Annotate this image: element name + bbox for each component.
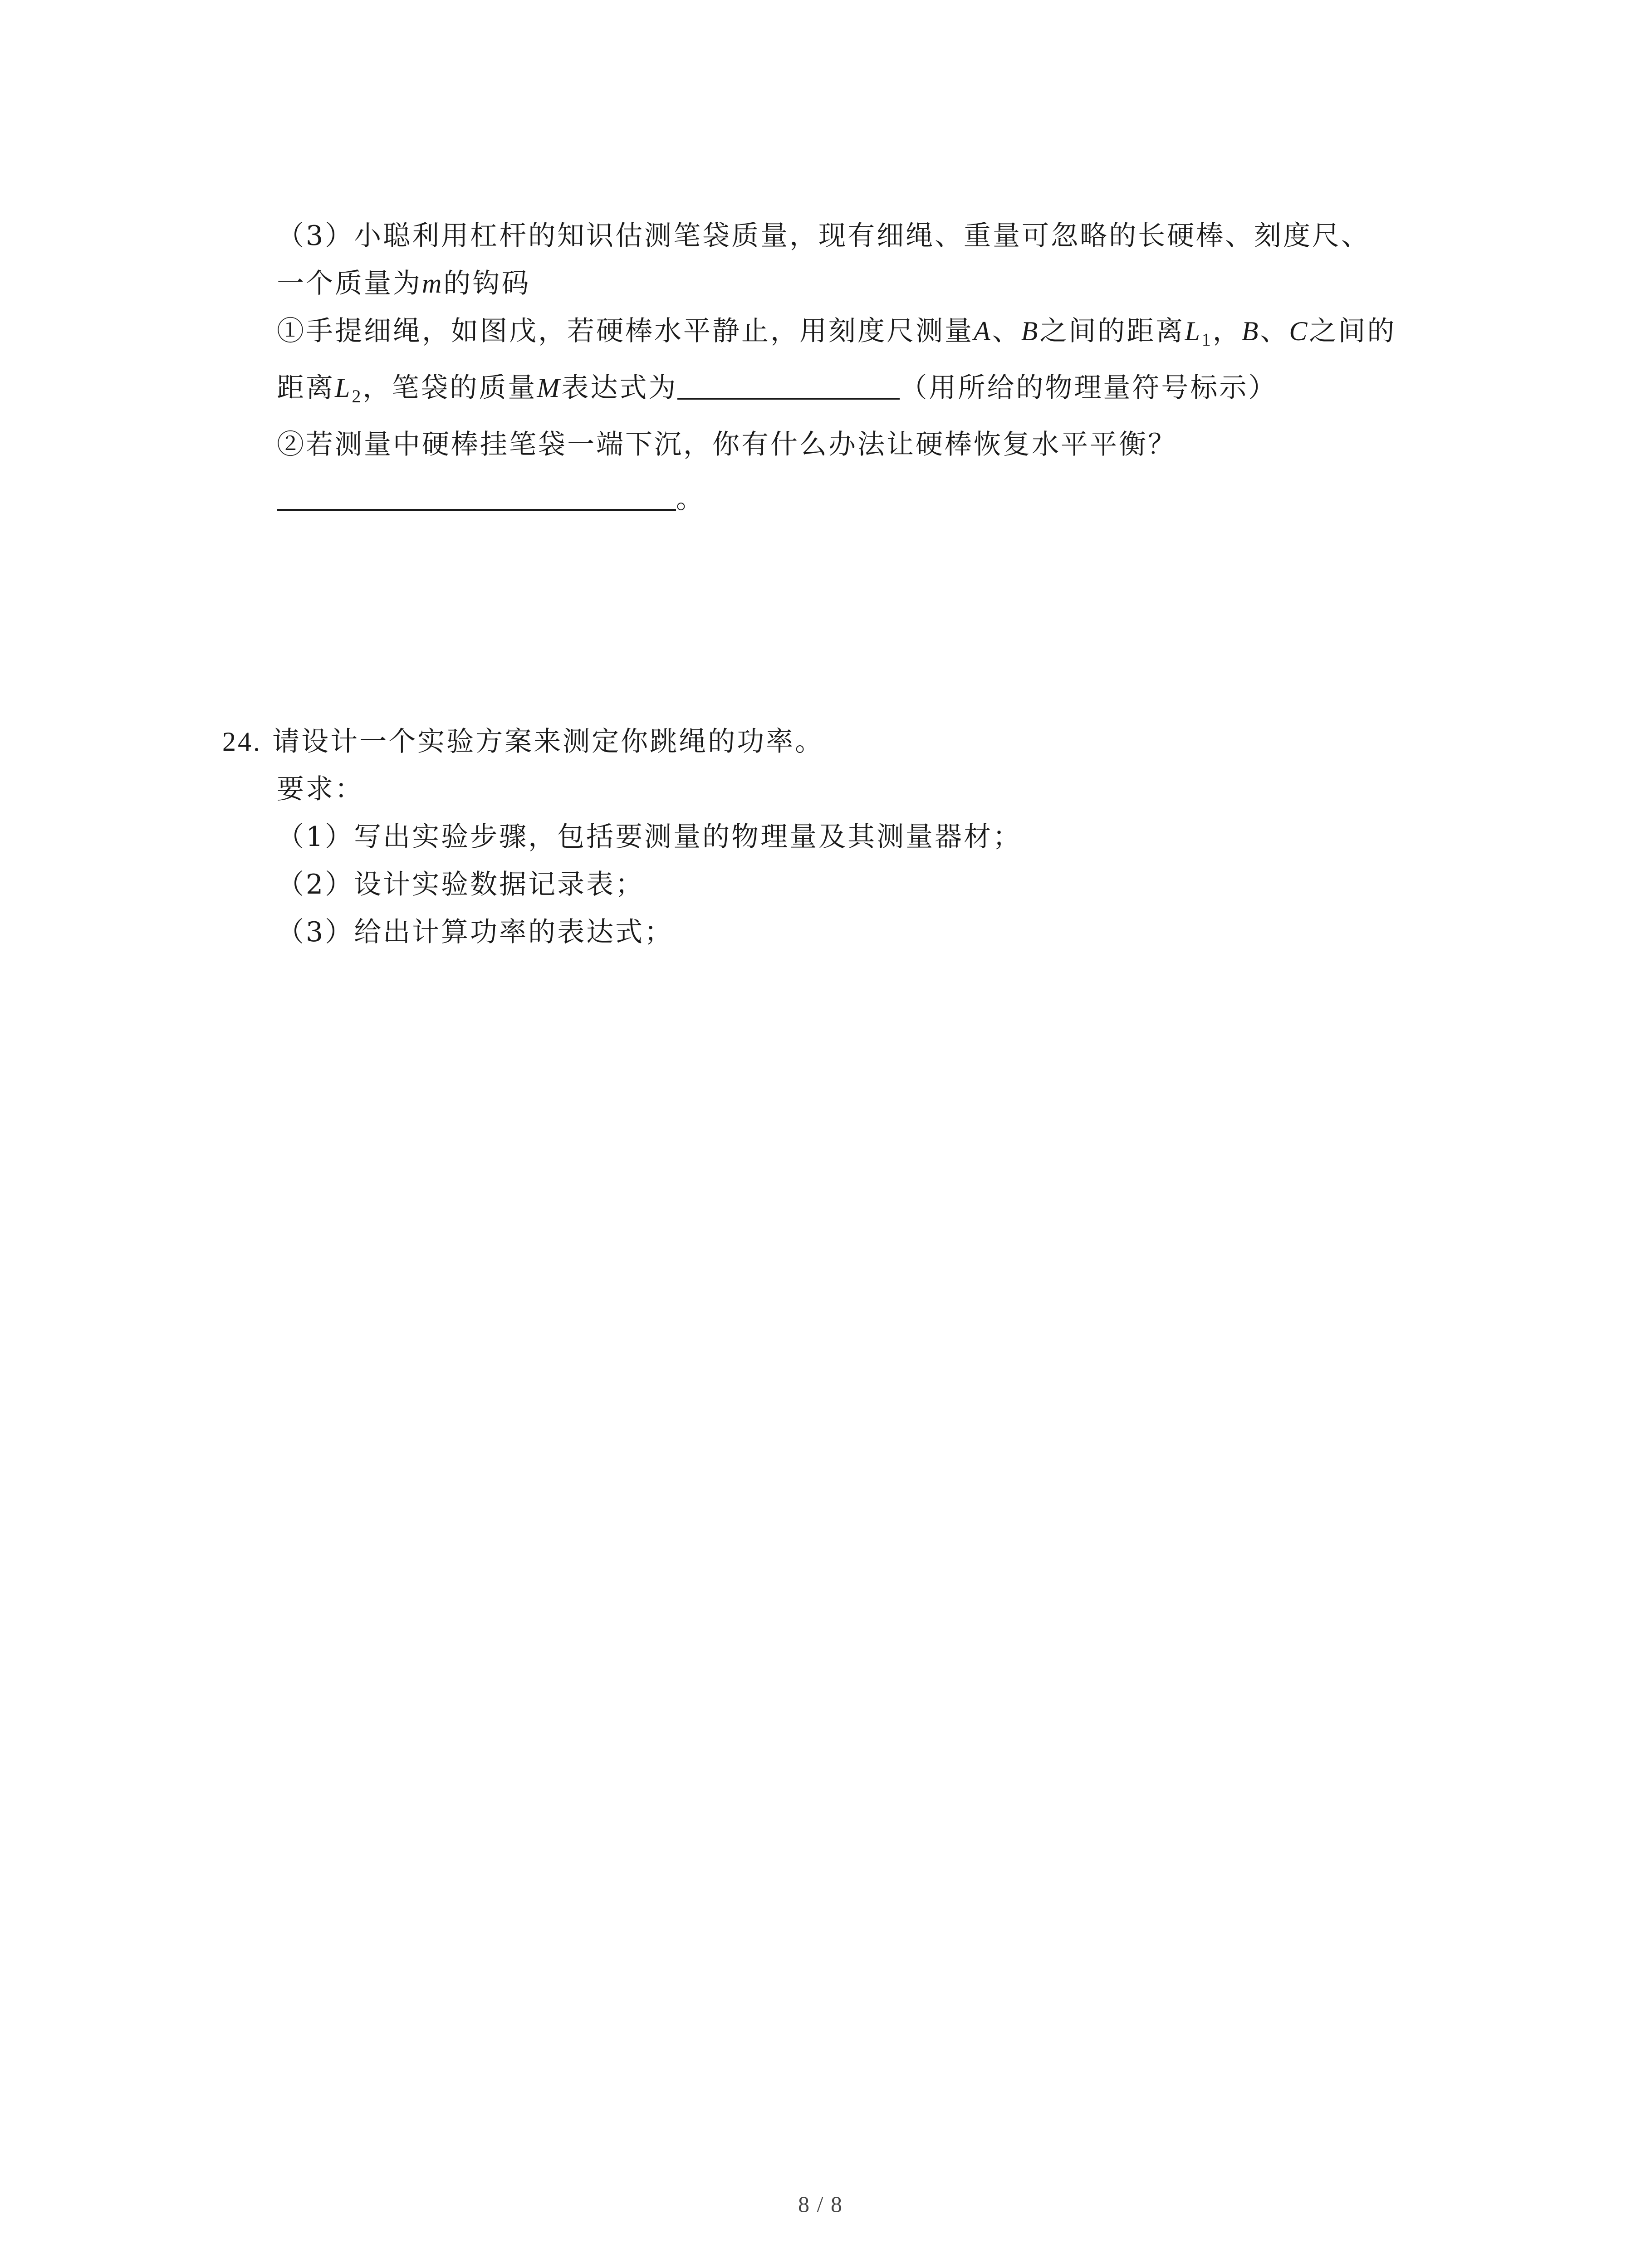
var-L2-letter: L bbox=[335, 373, 352, 403]
var-M: M bbox=[537, 373, 562, 403]
q24-requirement bbox=[277, 771, 364, 807]
var-L1 bbox=[1185, 316, 1213, 350]
step2-text: ②若测量中硬棒挂笔袋一端下沉，你有什么办法让硬棒恢复水平平衡？ bbox=[277, 429, 1177, 460]
part3-line2-pre: 一个质量为 bbox=[277, 268, 422, 299]
step1b-post: 表达式为 bbox=[561, 372, 678, 404]
step1b-mid: ，笔袋的质量 bbox=[362, 372, 537, 404]
part3-step1 bbox=[277, 313, 1396, 358]
part3-step1b bbox=[277, 370, 1277, 415]
part3-line2-post: 的钩码 bbox=[443, 268, 531, 299]
part3-line1 bbox=[277, 218, 1370, 254]
step1-end: 之间的 bbox=[1309, 315, 1396, 347]
q24-item bbox=[277, 866, 644, 903]
q24-item-1: （1）写出实验步骤，包括要测量的物理量及其测量器材； bbox=[277, 821, 1022, 853]
var-C: C bbox=[1289, 316, 1309, 346]
part3-line1-text: （3）小聪利用杠杆的知识估测笔袋质量，现有细绳、重量可忽略的长硬棒、刻度尺、 bbox=[277, 220, 1371, 252]
page-number: 8 / 8 bbox=[798, 2191, 843, 2217]
step1-sep1: 、 bbox=[992, 315, 1021, 347]
step2-end: 。 bbox=[676, 483, 705, 515]
step1-mid: 之间的距离 bbox=[1039, 315, 1185, 347]
answer-blank-mass-expression[interactable] bbox=[677, 371, 900, 400]
var-L2 bbox=[335, 373, 363, 406]
q24-number: 24. bbox=[222, 727, 262, 757]
q24-item-2: （2）设计实验数据记录表； bbox=[277, 869, 645, 900]
answer-blank-balance-method[interactable] bbox=[277, 482, 676, 511]
q24-title: 请设计一个实验方案来测定你跳绳的功率。 bbox=[272, 726, 824, 758]
q24-item bbox=[277, 819, 1022, 855]
step1-sep2: 、 bbox=[1260, 315, 1289, 347]
q24-item bbox=[277, 914, 673, 950]
step1-pre: ①手提细绳，如图戊，若硬棒水平静止，用刻度尺测量 bbox=[277, 315, 974, 347]
var-L1-letter: L bbox=[1185, 316, 1202, 346]
part3-line2 bbox=[277, 265, 530, 302]
var-B: B bbox=[1021, 316, 1040, 346]
step1-comma: ， bbox=[1212, 315, 1242, 347]
q24-item-3: （3）给出计算功率的表达式； bbox=[277, 916, 674, 948]
var-B2: B bbox=[1241, 316, 1260, 346]
part3-step2-answer bbox=[277, 481, 705, 517]
step1b-pre: 距离 bbox=[277, 372, 335, 404]
part3-step2 bbox=[277, 426, 1177, 463]
var-L1-subscript: 1 bbox=[1201, 329, 1213, 350]
var-m: m bbox=[422, 269, 444, 298]
var-A: A bbox=[974, 316, 992, 346]
q24-title-line bbox=[222, 723, 824, 760]
q24-requirement-text: 要求： bbox=[277, 773, 364, 805]
var-L2-subscript: 2 bbox=[352, 386, 363, 406]
step1b-end: （用所给的物理量符号标示） bbox=[900, 372, 1278, 404]
